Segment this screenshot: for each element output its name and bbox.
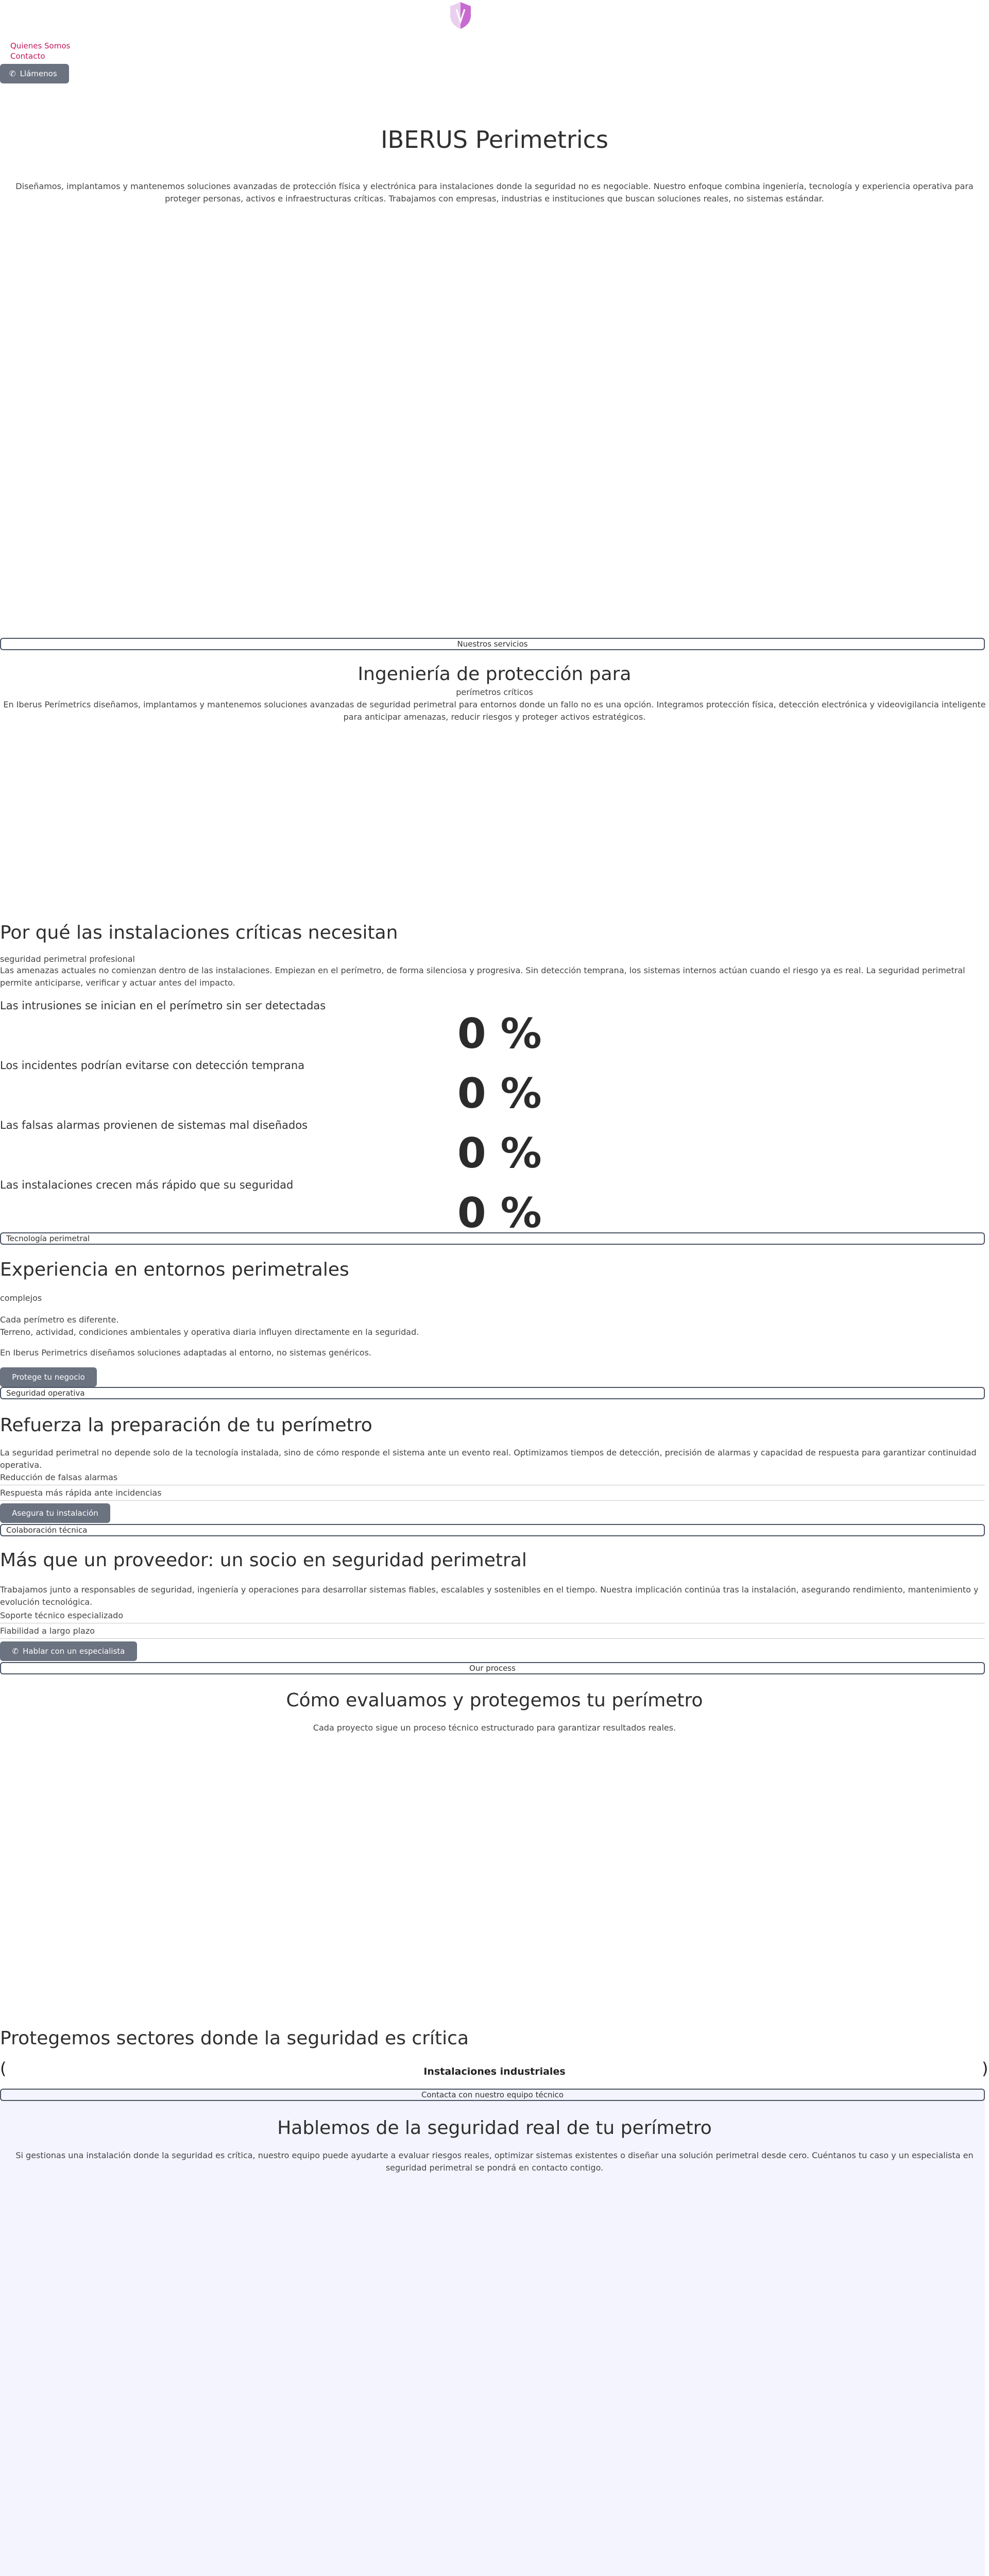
stat-value: 0 %: [457, 1129, 542, 1177]
process-subtitle: Cada proyecto sigue un proceso técnico estructurado para garantizar resultados reales.: [313, 1723, 676, 1733]
protect-business-button[interactable]: Protege tu negocio: [0, 1367, 97, 1387]
tech-p1: Cada perímetro es diferente.: [0, 1315, 119, 1325]
services-description: En Iberus Perímetrics diseñamos, implantamos y mantenemos soluciones avanzadas de seguridad perimetral para entornos donde un fallo no es una opción. Integramos protección física, detección electrónica y videovigilancia inteligente para anticipar amenazas, reducir riesgos y proteger activos estratégicos.: [3, 700, 986, 722]
ops-description: La seguridad perimetral no depende solo de la tecnología instalada, sino de cómo responde el sistema ante un evento real. Optimizamos tiempos de detección, precisión de alarmas y capacidad de respuesta para garantizar continuidad operativa.: [0, 1448, 977, 1470]
collab-item: Soporte técnico especializado: [0, 1611, 124, 1620]
ops-title: Refuerza la preparación de tu perímetro: [0, 1415, 372, 1436]
hero-description: Diseñamos, implantamos y mantenemos soluciones avanzadas de protección física y electrónica para instalaciones donde la seguridad no es negociable. Nuestro enfoque combina ingeniería, tecnología y experiencia operativa para proteger personas, activos e infraestructuras críticas. Trabajamos con empresas, industrias e instituciones que buscan soluciones reales, no sistemas estándar.: [15, 181, 974, 204]
why-description: Las amenazas actuales no comienzan dentro de las instalaciones. Empiezan en el perímetro, de forma silenciosa y progresiva. Sin detección temprana, los sistemas internos actúan cuando el riesgo ya es real. La seguridad perimetral permite anticiparse, verificar y actuar antes del impacto.: [0, 965, 965, 988]
process-title: Cómo evaluamos y protegemos tu perímetro: [286, 1690, 703, 1711]
contact-tag: Contacta con nuestro equipo técnico: [0, 2089, 985, 2101]
services-title: Ingeniería de protección para: [357, 664, 632, 685]
call-button-label: Llámenos: [20, 69, 57, 78]
stat-label: Las intrusiones se inician en el perímetro sin ser detectadas: [0, 999, 326, 1012]
divider: [0, 1500, 985, 1501]
tech-tag: Tecnología perimetral: [0, 1232, 985, 1245]
collab-title: Más que un proveedor: un socio en seguridad perimetral: [0, 1550, 527, 1571]
tech-title: Experiencia en entornos perimetrales: [0, 1259, 349, 1280]
tech-p3: En Iberus Perimetrics diseñamos soluciones adaptadas al entorno, no sistemas genéricos.: [0, 1348, 371, 1358]
contact-title: Hablemos de la seguridad real de tu perímetro: [277, 2117, 712, 2139]
process-tag: Our process: [0, 1662, 985, 1674]
secure-installation-button[interactable]: Asegura tu instalación: [0, 1503, 110, 1523]
ops-tag: Seguridad operativa: [0, 1387, 985, 1399]
collab-item: Fiabilidad a largo plazo: [0, 1626, 95, 1636]
talk-specialist-label: Hablar con un especialista: [23, 1647, 125, 1656]
talk-specialist-button[interactable]: [0, 1641, 137, 1661]
tech-subtitle: complejos: [0, 1293, 42, 1303]
stat-label: Los incidentes podrían evitarse con detección temprana: [0, 1059, 305, 1072]
divider: [0, 1638, 985, 1639]
tech-p2: Terreno, actividad, condiciones ambientales y operativa diaria influyen directamente en la seguridad.: [0, 1327, 419, 1337]
shield-logo-icon[interactable]: [448, 1, 473, 30]
nav-about[interactable]: Quienes Somos: [10, 41, 71, 50]
collab-description: Trabajamos junto a responsables de seguridad, ingeniería y operaciones para desarrollar sistemas fiables, escalables y sostenibles en el tiempo. Nuestra implicación continúa tras la instalación, asegurando rendimiento, mantenimiento y evolución tecnológica.: [0, 1585, 979, 1607]
call-button[interactable]: [0, 64, 69, 83]
stat-value: 0 %: [457, 1189, 542, 1237]
why-title: Por qué las instalaciones críticas necesitan: [0, 922, 398, 943]
stat-value: 0 %: [457, 1010, 542, 1058]
ops-item: Respuesta más rápida ante incidencias: [0, 1488, 162, 1498]
sectors-title: Protegemos sectores donde la seguridad es crítica: [0, 2028, 469, 2049]
contact-description: Si gestionas una instalación donde la seguridad es crítica, nuestro equipo puede ayudarte a evaluar riesgos reales, optimizar sistemas existentes o diseñar una solución perimetral desde cero. Cuéntanos tu caso y un especialista en seguridad perimetral se pondrá en contacto contigo.: [15, 2150, 974, 2173]
collab-tag: Colaboración técnica: [0, 1524, 985, 1536]
nav-contact[interactable]: Contacto: [10, 52, 45, 61]
phone-icon: ✆: [9, 69, 16, 78]
carousel-next-icon[interactable]: ): [982, 2059, 988, 2078]
services-subtitle: perímetros críticos: [456, 687, 533, 697]
stat-value: 0 %: [457, 1070, 542, 1117]
carousel-slide-title: Instalaciones industriales: [423, 2066, 566, 2077]
hero-title: IBERUS Perimetrics: [381, 126, 608, 154]
phone-icon: ✆: [12, 1647, 19, 1656]
ops-item: Reducción de falsas alarmas: [0, 1472, 118, 1482]
services-tag: Nuestros servicios: [0, 638, 985, 650]
stat-label: Las falsas alarmas provienen de sistemas mal diseñados: [0, 1119, 308, 1131]
stat-label: Las instalaciones crecen más rápido que su seguridad: [0, 1179, 294, 1191]
why-subtitle: seguridad perimetral profesional: [0, 954, 135, 964]
carousel-prev-icon[interactable]: (: [0, 2059, 7, 2078]
